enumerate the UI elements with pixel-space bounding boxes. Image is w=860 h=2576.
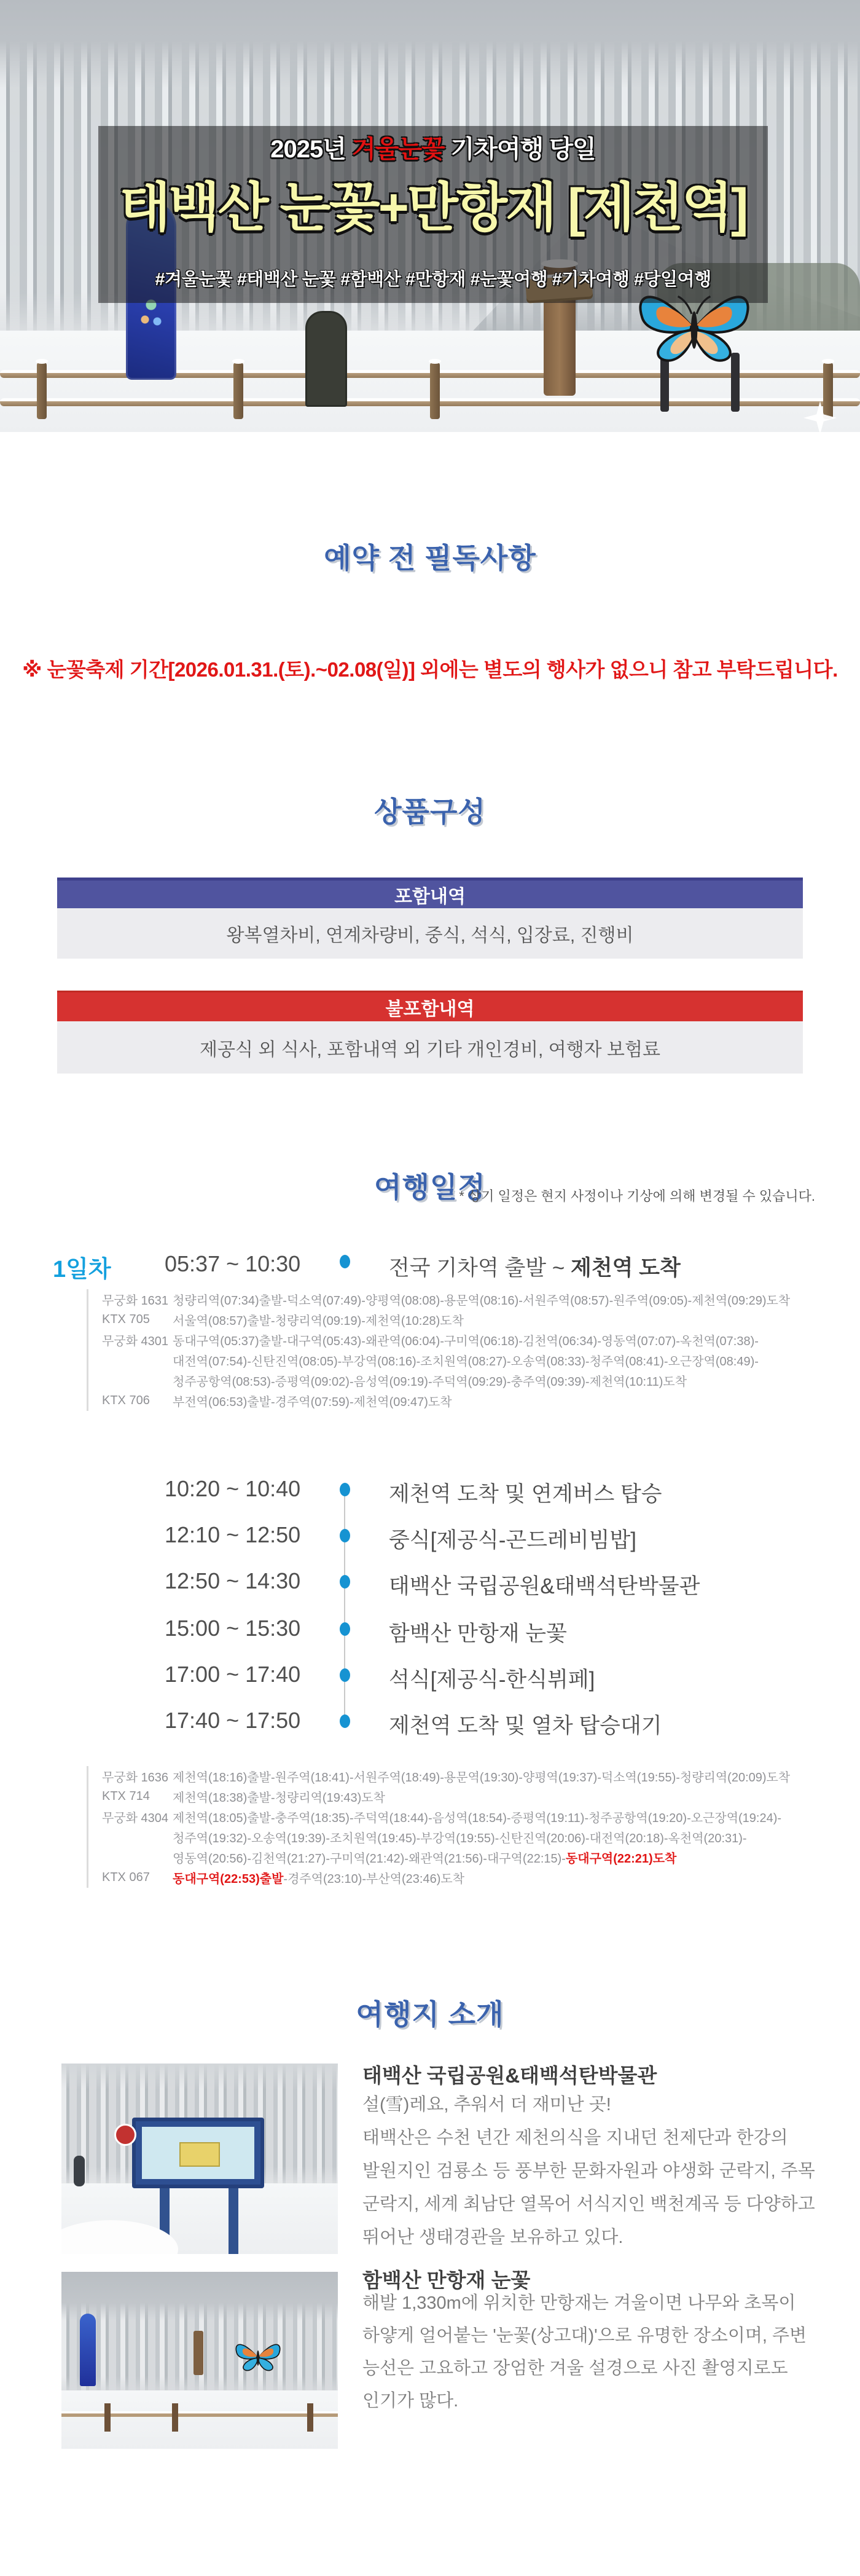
train-route: 대전역(07:54)-신탄진역(08:05)-부강역(08:16)-조치원역(08:27)-오송역(08:33)-청주역(08:41)-오근장역(08:49)-: [173, 1355, 759, 1368]
train-schedule-evening: [87, 1766, 790, 1888]
timeline-time: 17:00 ~ 17:40: [165, 1662, 301, 1687]
timeline-dot-icon: [340, 1483, 350, 1496]
train-label: KTX 714: [102, 1789, 150, 1803]
itinerary-note: * 상기 일정은 현지 사정이나 기상에 의해 변경될 수 있습니다.: [459, 1188, 815, 1204]
fence-post: [430, 363, 440, 419]
timeline-activity: 함백산 만항재 눈꽃: [389, 1622, 567, 1646]
train-row: [88, 1330, 790, 1350]
destination-description-line: 뛰어난 생태경관을 보유하고 있다.: [362, 2228, 624, 2247]
timeline-dot-icon: [340, 1668, 350, 1682]
hero-subtitle-rest: 기차여행 당일: [444, 136, 596, 163]
timeline-activity: 제천역 도착 및 연계버스 탑승: [389, 1482, 662, 1506]
destination-photo-manhangjae: [61, 2272, 338, 2449]
train-route: 청주공항역(08:53)-증평역(09:02)-음성역(09:19)-주덕역(09:29)-충주역(09:39)-제천역(10:11)도착: [173, 1375, 687, 1389]
hero-hashtags: #겨울눈꽃 #태백산 눈꽃 #함백산 #만항재 #눈꽃여행 #기차여행 #당일여행: [155, 270, 711, 289]
timeline-dot-icon: [340, 1529, 350, 1542]
dark-trail-sign: [305, 311, 347, 407]
excluded-header: 불포함내역: [57, 991, 803, 1021]
train-row: [88, 1350, 790, 1370]
destination-description: [362, 2287, 807, 2417]
timeline-activity: 석식[제공식-한식뷔페]: [389, 1668, 595, 1692]
hero-image: [0, 0, 860, 432]
section-title-destinations: 여행지 소개: [356, 1998, 504, 2030]
fence-post: [37, 363, 47, 419]
destination-heading: 함백산 만항재 눈꽃: [362, 2269, 531, 2291]
train-label: 무궁화 4304: [102, 1812, 169, 1825]
timeline-activity: 태백산 국립공원&태백석탄박물관: [389, 1574, 700, 1598]
train-route: 부전역(06:53)출발-경주역(07:59)-제천역(09:47)도착: [173, 1396, 452, 1409]
train-row: [88, 1867, 790, 1888]
butterfly-icon: [232, 2338, 284, 2374]
timeline-dot-icon: [340, 1714, 350, 1728]
notice-warning: ※ 눈꽃축제 기간[2026.01.31.(토).~02.08(일)] 외에는 별도의 행사가 없으니 참고 부탁드립니다.: [22, 658, 838, 681]
photo-fence-post: [172, 2403, 178, 2432]
train-route: 제천역(18:05)출발-충주역(18:35)-주덕역(18:44)-음성역(18:54)-증평역(19:11)-청주공항역(19:20)-오근장역(19:24)-: [173, 1812, 782, 1825]
photo-wood-pillar: [194, 2331, 203, 2375]
train-row: [88, 1786, 790, 1807]
photo-fence-rail: [61, 2411, 338, 2417]
hero-subtitle-highlight: 겨울눈꽃: [352, 136, 445, 163]
destination-description-line: 하얗게 얼어붙는 '눈꽃(상고대)'으로 유명한 장소이며, 주변: [362, 2326, 807, 2346]
section-title-notice: 예약 전 필독사항: [324, 542, 536, 574]
fence-post: [233, 363, 243, 419]
timeline-dot-icon: [340, 1255, 350, 1268]
train-route: 서울역(08:57)출발-청량리역(09:19)-제천역(10:28)도착: [173, 1314, 464, 1328]
timeline-activity: 제천역 도착 및 열차 탑승대기: [389, 1714, 662, 1738]
day-time: 05:37 ~ 10:30: [165, 1251, 301, 1276]
train-row: [88, 1310, 790, 1330]
excluded-content: 제공식 외 식사, 포함내역 외 기타 개인경비, 여행자 보험료: [57, 1021, 803, 1074]
photo-blue-banner: [80, 2314, 96, 2386]
train-row: [88, 1847, 790, 1867]
train-label: KTX 067: [102, 1871, 150, 1884]
timeline-time: 15:00 ~ 15:30: [165, 1616, 301, 1641]
hero-subtitle: [98, 133, 768, 165]
day-activity-bold: 제천역 도착: [571, 1256, 681, 1280]
destination-description-line: 발원지인 검룡소 등 풍부한 문화자원과 야생화 군락지, 주목: [362, 2161, 815, 2181]
section-title-itinerary: 여행일정: [374, 1171, 486, 1203]
hero-subtitle-year: 2025년: [270, 136, 353, 163]
train-route: 청량리역(07:34)출발-덕소역(07:49)-양평역(08:08)-용문역(08:16)-서원주역(08:57)-원주역(09:05)-제천역(09:29)도착: [173, 1294, 791, 1308]
destination-description-line: 인기가 많다.: [362, 2391, 459, 2411]
train-route: 동대구역(05:37)출발-대구역(05:43)-왜관역(06:04)-구미역(06:18)-김천역(06:34)-영동역(07:07)-옥천역(07:38)-: [173, 1335, 759, 1348]
included-content: 왕복열차비, 연계차량비, 중식, 석식, 입장료, 진행비: [57, 908, 803, 959]
photo-fence-post: [104, 2403, 111, 2432]
train-row: [88, 1807, 790, 1827]
destination-photo-coal-museum: [61, 2064, 338, 2254]
photo-snow: [61, 2390, 338, 2449]
train-row: [88, 1766, 790, 1786]
hero-overlay-band: [98, 126, 768, 303]
timeline-dot-icon: [340, 1575, 350, 1588]
train-route-highlight: 동대구역(22:53)출발: [173, 1872, 284, 1886]
photo-fence-post: [307, 2403, 313, 2432]
train-row: [88, 1391, 790, 1411]
hero-title: 태백산 눈꽃+만항재 [제천역]: [119, 178, 747, 237]
timeline-activity: 중식[제공식-곤드레비빔밥]: [389, 1528, 637, 1552]
train-row: [88, 1827, 790, 1847]
train-row: [88, 1370, 790, 1391]
section-title-product: 상품구성: [374, 796, 486, 828]
destination-description-line: 능선은 고요하고 장엄한 겨울 설경으로 사진 촬영지로도: [362, 2358, 788, 2378]
destination-heading: 태백산 국립공원&태백석탄박물관: [362, 2064, 657, 2087]
train-route: 영동역(20:56)-김천역(21:27)-구미역(21:42)-왜관역(21:56)-대구역(22:15)-: [173, 1852, 566, 1866]
train-row: [88, 1289, 790, 1310]
destination-description: [362, 2088, 815, 2254]
train-schedule-morning: [87, 1289, 790, 1411]
red-logo-circle: [114, 2124, 136, 2146]
train-route-highlight: 동대구역(22:21)도착: [565, 1852, 677, 1866]
timeline-time: 10:20 ~ 10:40: [165, 1476, 301, 1501]
destination-description-line: 해발 1,330m에 위치한 만항재는 겨울이면 나무와 초목이: [362, 2293, 796, 2313]
timeline-time: 17:40 ~ 17:50: [165, 1708, 301, 1733]
train-route: 제천역(18:16)출발-원주역(18:41)-서원주역(18:49)-용문역(19:30)-양평역(19:37)-덕소역(19:55)-청량리역(20:09)도착: [173, 1771, 791, 1785]
sparkle-icon: [802, 400, 838, 432]
museum-sign-building: [179, 2142, 220, 2167]
day-activity-text: 전국 기차역 출발 ~: [389, 1256, 571, 1280]
timeline-time: 12:10 ~ 12:50: [165, 1522, 301, 1547]
photo-person: [74, 2156, 85, 2186]
day-activity: [389, 1251, 681, 1282]
train-label: KTX 706: [102, 1394, 150, 1407]
train-label: 무궁화 1631: [102, 1294, 169, 1308]
day-badge: 1일차: [53, 1257, 111, 1282]
destination-description-line: 태백산은 수천 년간 제천의식을 지내던 천제단과 한강의: [362, 2128, 788, 2148]
train-label: 무궁화 4301: [102, 1335, 169, 1348]
train-route: 제천역(18:38)출발-청량리역(19:43)도착: [173, 1791, 385, 1805]
train-label: 무궁화 1636: [102, 1771, 169, 1785]
train-label: KTX 705: [102, 1313, 150, 1326]
included-header: 포함내역: [57, 878, 803, 908]
sign-leg: [229, 2186, 238, 2254]
destination-description-line: 설(雪)레요, 추워서 더 재미난 곳!: [362, 2095, 611, 2115]
destination-description-line: 군락지, 세계 최남단 열목어 서식지인 백천계곡 등 다양하고: [362, 2194, 815, 2214]
train-route: -경주역(23:10)-부산역(23:46)도착: [283, 1872, 465, 1886]
timeline-time: 12:50 ~ 14:30: [165, 1568, 301, 1593]
train-route: 청주역(19:32)-오송역(19:39)-조치원역(19:45)-부강역(19:55)-신탄진역(20:06)-대전역(20:18)-옥천역(20:31)-: [173, 1832, 747, 1845]
timeline-dot-icon: [340, 1622, 350, 1636]
